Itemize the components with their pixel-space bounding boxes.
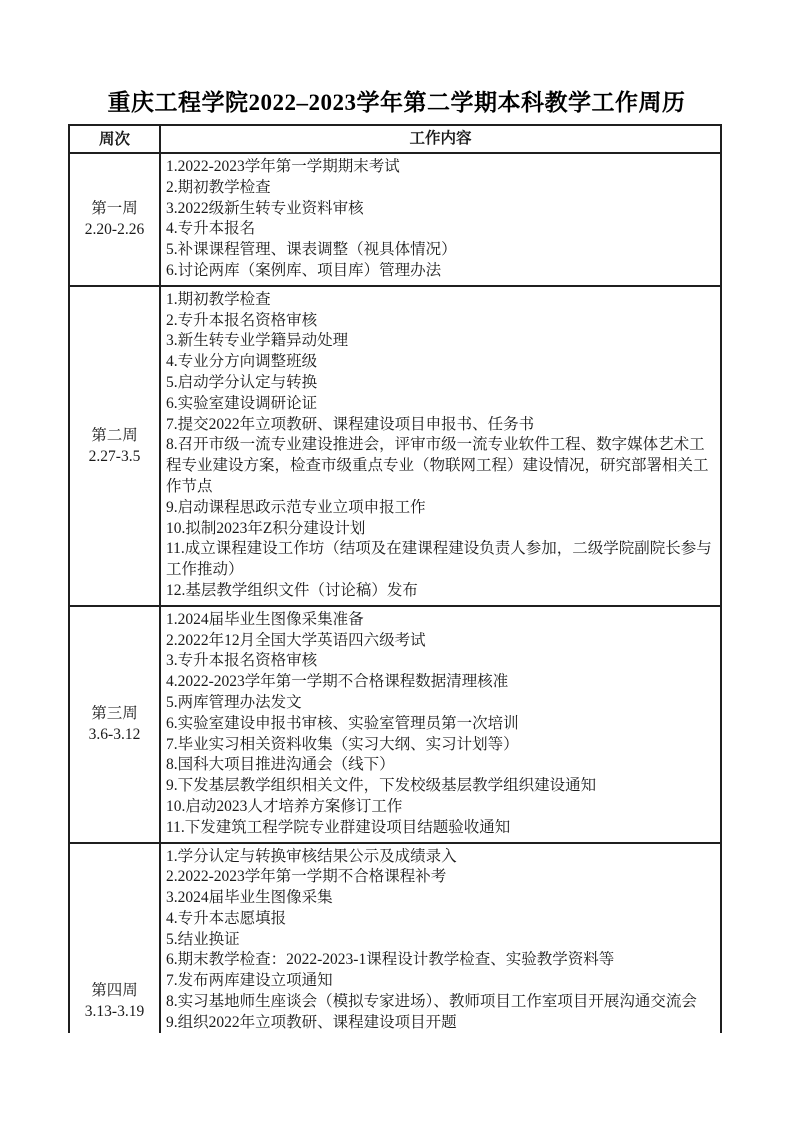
work-item: 6.讨论两库（案例库、项目库）管理办法 — [166, 261, 442, 279]
table-row — [70, 844, 720, 1034]
week-cell — [70, 287, 161, 605]
work-content-cell — [161, 607, 720, 842]
work-item: 1.学分认定与转换审核结果公示及成绩录入 — [166, 847, 457, 865]
week-dates: 3.13-3.19 — [84, 1002, 145, 1020]
work-item: 7.发布两库建设立项通知 — [166, 972, 333, 990]
week-cell — [70, 154, 161, 285]
week-label: 第二周 — [91, 426, 138, 444]
work-item: 6.实验室建设调研论证 — [166, 394, 318, 412]
work-item: 1.期初教学检查 — [166, 290, 271, 308]
calendar-table — [68, 124, 722, 1033]
work-item: 3.2024届毕业生图像采集 — [166, 889, 333, 907]
work-item: 1.2022-2023学年第一学期期末考试 — [166, 158, 400, 175]
week-cell — [70, 844, 161, 1034]
work-item: 4.2022-2023学年第一学期不合格课程数据清理核准 — [166, 673, 509, 691]
table-row — [70, 607, 720, 844]
week-label: 第四周 — [91, 981, 138, 999]
work-item: 5.补课课程管理、课表调整（视具体情况） — [166, 241, 457, 259]
work-item: 8.实习基地师生座谈会（模拟专家进场）、教师项目工作室项目开展沟通交流会 — [166, 993, 697, 1011]
work-item: 7.毕业实习相关资料收集（实习大纲、实习计划等） — [166, 735, 519, 753]
week-dates: 2.27-3.5 — [88, 447, 141, 465]
page-title: 重庆工程学院2022–2023学年第二学期本科教学工作周历 — [107, 90, 686, 115]
work-item: 6.实验室建设申报书审核、实验室管理员第一次培训 — [166, 714, 519, 732]
work-content-cell — [161, 844, 720, 1034]
calendar-table-clip — [68, 124, 722, 1033]
work-item: 4.专升本志愿填报 — [166, 909, 287, 927]
work-content-cell — [161, 287, 720, 605]
work-item: 12.基层教学组织文件（讨论稿）发布 — [166, 581, 418, 599]
work-item: 5.启动学分认定与转换 — [166, 373, 318, 391]
work-item: 3.2022级新生转专业资料审核 — [166, 199, 364, 217]
work-item: 2.期初教学检查 — [166, 178, 271, 196]
work-content-cell — [161, 154, 720, 285]
week-label: 第三周 — [91, 705, 138, 723]
work-item: 9.下发基层教学组织相关文件，下发校级基层教学组织建设通知 — [166, 777, 597, 795]
work-item: 6.期末教学检查：2022-2023-1课程设计教学检查、实验教学资料等 — [166, 951, 615, 969]
work-item: 10.启动2023人才培养方案修订工作 — [166, 797, 403, 815]
content-column-header: 工作内容 — [409, 129, 472, 147]
week-column-header: 周次 — [70, 126, 161, 152]
work-item: 5.结业换证 — [166, 930, 240, 948]
work-item: 10.拟制2023年Z积分建设计划 — [166, 519, 366, 537]
work-item: 9.启动课程思政示范专业立项申报工作 — [166, 498, 426, 516]
work-item: 7.提交2022年立项教研、课程建设项目申报书、任务书 — [166, 415, 535, 433]
table-row — [70, 287, 720, 607]
week-cell — [70, 607, 161, 842]
work-item: 2.2022年12月全国大学英语四六级考试 — [166, 631, 426, 649]
work-item: 2.2022-2023学年第一学期不合格课程补考 — [166, 868, 447, 886]
work-item: 8.国科大项目推进沟通会（线下） — [166, 756, 395, 774]
table-header-row — [70, 126, 720, 154]
calendar-table-body — [70, 154, 720, 1033]
week-dates: 2.20-2.26 — [84, 221, 145, 239]
work-item: 3.新生转专业学籍异动处理 — [166, 332, 349, 350]
week-label: 第一周 — [91, 200, 138, 218]
work-item: 2.专升本报名资格审核 — [166, 311, 318, 329]
week-dates: 3.6-3.12 — [88, 726, 141, 744]
work-item: 4.专业分方向调整班级 — [166, 353, 318, 371]
work-item: 5.两库管理办法发文 — [166, 693, 302, 711]
table-row — [70, 154, 720, 287]
work-item: 11.成立课程建设工作坊（结项及在建课程建设负责人参加，二级学院副院长参与工作推动） — [166, 540, 712, 579]
work-item: 3.专升本报名资格审核 — [166, 652, 318, 670]
work-item: 9.组织2022年立项教研、课程建设项目开题 — [166, 1013, 457, 1031]
work-item: 1.2024届毕业生图像采集准备 — [166, 610, 364, 628]
work-item: 8.召开市级一流专业建设推进会，评审市级一流专业软件工程、数字媒体艺术工程专业建设方案，检查市级重点专业（物联网工程）建设情况，研究部署相关工作节点 — [166, 436, 709, 495]
work-item: 11.下发建筑工程学院专业群建设项目结题验收通知 — [166, 818, 511, 836]
work-item: 4.专升本报名 — [166, 220, 256, 238]
